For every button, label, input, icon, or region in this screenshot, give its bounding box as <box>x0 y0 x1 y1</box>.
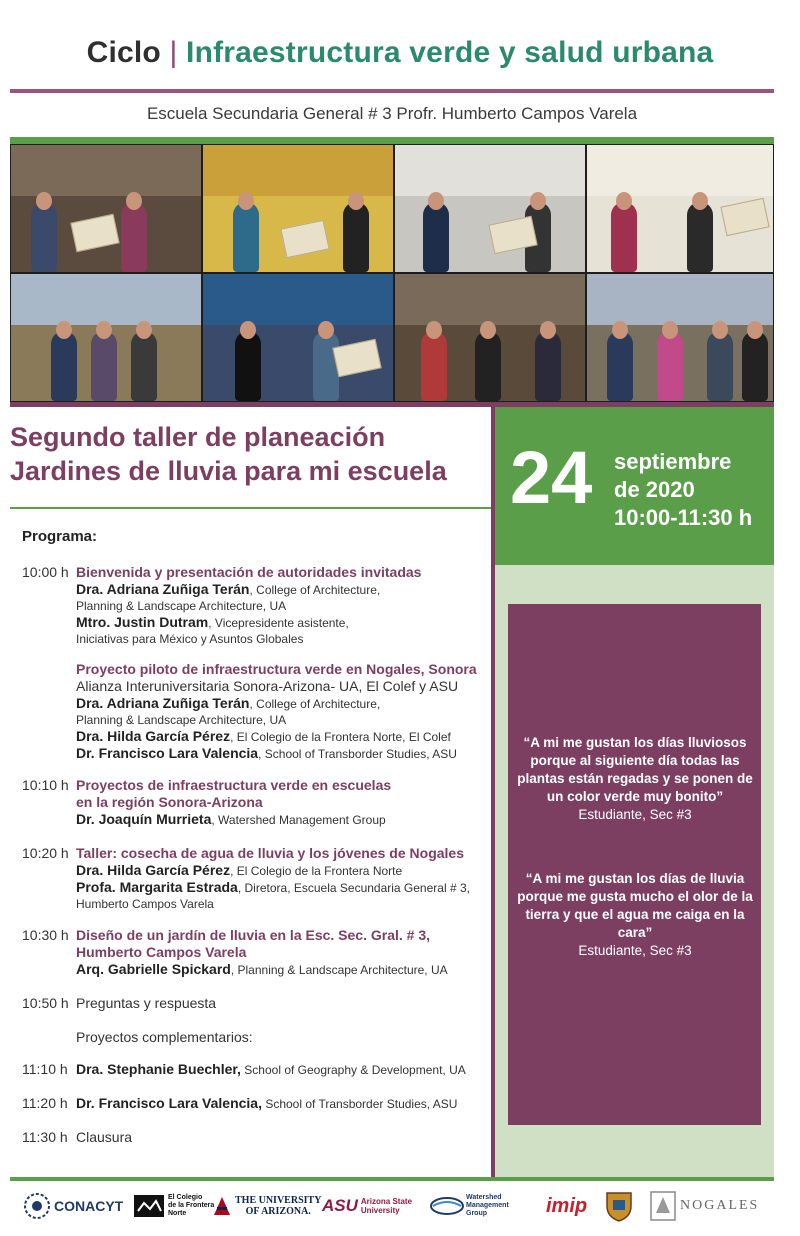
ua-label <box>235 1195 321 1217</box>
speaker <box>76 879 486 896</box>
wmg-label-1: Watershed <box>466 1194 502 1201</box>
quote-1 <box>515 734 755 824</box>
speaker-name: Profa. Margarita Estrada <box>76 879 238 895</box>
program-time: 10:30 h <box>22 927 69 943</box>
speaker-affiliation: , College of Architecture, <box>249 697 381 711</box>
title-main: Infraestructura verde y salud urbana <box>186 36 714 69</box>
speaker-name: Mtro. Justin Dutram <box>76 614 209 630</box>
photo-7 <box>394 273 586 402</box>
speaker-affiliation: , Diretora, Escuela Secundaria General # 3, <box>237 881 470 895</box>
program-title: Taller: cosecha de agua de lluvia y los jóvenes de Nogales <box>76 845 465 861</box>
wmg-icon <box>430 1196 464 1216</box>
speaker-name: Dra. Stephanie Buechler, <box>76 1061 241 1077</box>
asu-label <box>361 1197 412 1215</box>
speaker-name: Dra. Adriana Zuñiga Terán <box>76 581 250 597</box>
conacyt-logo <box>24 1190 123 1222</box>
speaker-name: Dr. Francisco Lara Valencia, <box>76 1095 262 1111</box>
title-underline <box>10 507 491 509</box>
speaker-affiliation-2: Iniciativas para México y Asuntos Globales <box>76 632 304 646</box>
program-title-2: en la región Sonora-Arizona <box>76 794 263 810</box>
speaker <box>76 811 486 828</box>
title-ciclo: Ciclo <box>86 36 161 69</box>
conacyt-label: CONACYT <box>54 1198 124 1214</box>
speaker <box>76 862 486 879</box>
page-title <box>0 36 800 70</box>
program-title-2: Humberto Campos Varela <box>76 944 247 960</box>
nogales-label: NOGALES <box>680 1198 760 1213</box>
photo-8 <box>586 273 774 402</box>
photo-4 <box>586 144 774 273</box>
photo-collage <box>10 144 774 402</box>
speaker-affiliation-2: Humberto Campos Varela <box>76 897 214 911</box>
nogales-icon <box>650 1191 676 1221</box>
program-subtitle: Alianza Interuniversitaria Sonora-Arizona- UA, El Colef y ASU <box>76 678 459 694</box>
speaker-affiliation: School of Transborder Studies, ASU <box>262 1097 458 1111</box>
program-text: Clausura <box>76 1129 133 1145</box>
program-text: Proyectos complementarios: <box>76 1029 253 1045</box>
photo-3 <box>394 144 586 273</box>
event-month: septiembre <box>614 449 732 474</box>
program-time: 10:20 h <box>22 845 69 861</box>
divider-purple <box>10 89 774 93</box>
shield-icon <box>604 1190 634 1222</box>
colef-label-1: El Colegio <box>168 1194 203 1201</box>
event-title-line1: Segundo taller de planeación <box>10 422 386 452</box>
speaker-name: Arq. Gabrielle Spickard <box>76 961 231 977</box>
speaker-affiliation-2: Planning & Landscape Architecture, UA <box>76 599 287 613</box>
program-time: 11:10 h <box>22 1061 68 1077</box>
event-date <box>614 448 752 532</box>
speaker <box>76 1061 486 1078</box>
header <box>0 0 800 88</box>
program-title: Proyectos de infraestructura verde en escuelas <box>76 777 392 793</box>
event-title <box>10 420 490 488</box>
speaker-affiliation: , El Colegio de la Frontera Norte <box>230 864 403 878</box>
speaker-affiliation: School of Geography & Development, UA <box>240 1063 466 1077</box>
colef-label-2: de la Frontera <box>168 1202 215 1209</box>
quote-2 <box>515 870 755 960</box>
speaker <box>76 745 486 762</box>
photo-6 <box>202 273 394 402</box>
ua-label-2: OF ARIZONA. <box>245 1206 311 1217</box>
shield-logo <box>604 1190 634 1222</box>
quote-2-author: Estudiante, Sec #3 <box>578 943 692 958</box>
imip-label: imip <box>546 1194 588 1217</box>
colef-label <box>168 1194 214 1218</box>
speaker <box>76 961 486 978</box>
quote-box <box>508 604 761 1125</box>
speaker <box>76 581 486 598</box>
speaker <box>76 728 486 745</box>
photo-2 <box>202 144 394 273</box>
speaker <box>76 695 486 712</box>
speaker-affiliation-2: Planning & Landscape Architecture, UA <box>76 713 287 727</box>
event-year: de 2020 <box>614 477 695 502</box>
wmg-label-3: Group <box>466 1210 487 1217</box>
program-title: Bienvenida y presentación de autoridades invitadas <box>76 564 422 580</box>
speaker <box>76 1095 486 1112</box>
program-time: 10:10 h <box>22 777 69 793</box>
program-text: Preguntas y respuesta <box>76 995 217 1011</box>
speaker-name: Dr. Francisco Lara Valencia <box>76 745 259 761</box>
wmg-label <box>466 1194 509 1218</box>
speaker-name: Dr. Joaquín Murrieta <box>76 811 212 827</box>
quote-1-text: “A mi me gustan los días lluviosos porque al siguiente día todas las plantas están regadas y se ponen de un color verde muy bonito” <box>517 735 753 804</box>
ua-logo <box>212 1190 321 1222</box>
speaker-name: Dra. Adriana Zuñiga Terán <box>76 695 250 711</box>
speaker-name: Dra. Hilda García Pérez <box>76 862 231 878</box>
program-time: 11:20 h <box>22 1095 68 1111</box>
asu-label-1: Arizona State <box>360 1197 413 1206</box>
divider-green-bottom <box>10 1177 774 1181</box>
colef-label-3: Norte <box>168 1210 187 1217</box>
divider-green <box>10 137 774 144</box>
speaker-affiliation: , El Colegio de la Frontera Norte, El Colef <box>230 730 451 744</box>
sponsor-logos <box>10 1186 780 1226</box>
speaker-affiliation: , School of Transborder Studies, ASU <box>258 747 457 761</box>
asu-mark: ASU <box>322 1196 358 1215</box>
asu-label-2: University <box>360 1206 400 1215</box>
speaker-name: Dra. Hilda García Pérez <box>76 728 231 744</box>
imip-logo <box>546 1190 587 1222</box>
program-time: 10:00 h <box>22 564 69 580</box>
program-label: Programa: <box>22 528 98 545</box>
ua-icon <box>212 1195 232 1217</box>
program-title: Proyecto piloto de infraestructura verde en Nogales, Sonora <box>76 661 477 677</box>
program-time: 11:30 h <box>22 1129 68 1145</box>
speaker <box>76 614 486 631</box>
colef-icon <box>134 1195 164 1217</box>
colef-logo <box>134 1190 214 1222</box>
event-day: 24 <box>510 436 593 519</box>
nogales-logo <box>650 1190 759 1222</box>
program-title: Diseño de un jardín de lluvia en la Esc. Sec. Gral. # 3, <box>76 927 431 943</box>
speaker-affiliation: , Planning & Landscape Architecture, UA <box>230 963 448 977</box>
speaker-affiliation: , Watershed Management Group <box>211 813 386 827</box>
speaker-affiliation: , College of Architecture, <box>249 583 381 597</box>
event-time: 10:00-11:30 h <box>614 505 753 530</box>
school-name: Escuela Secundaria General # 3 Profr. Humberto Campos Varela <box>146 104 638 123</box>
quote-2-text: “A mi me gustan los días de lluvia porque me gusta mucho el olor de la tierra y que el agua me caiga en la cara” <box>517 871 753 940</box>
quote-1-author: Estudiante, Sec #3 <box>578 807 692 822</box>
photo-1 <box>10 144 202 273</box>
wmg-label-2: Management <box>466 1202 509 1209</box>
speaker-affiliation: , Vicepresidente asistente, <box>208 616 349 630</box>
title-separator: | <box>169 36 178 69</box>
conacyt-icon <box>24 1193 50 1219</box>
asu-logo <box>322 1190 412 1222</box>
photo-5 <box>10 273 202 402</box>
program-time: 10:50 h <box>22 995 69 1011</box>
wmg-logo <box>430 1190 509 1222</box>
ua-label-1: THE UNIVERSITY <box>235 1195 322 1206</box>
event-title-line2: Jardines de lluvia para mi escuela <box>10 456 447 486</box>
